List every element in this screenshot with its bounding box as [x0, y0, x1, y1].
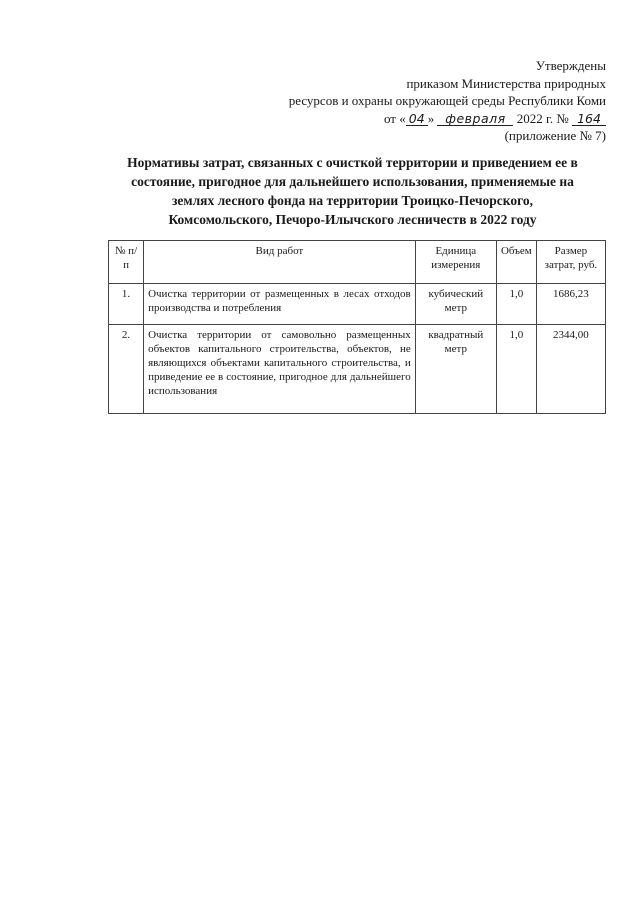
- table-header-row: [109, 241, 606, 284]
- date-year: 2022 г. №: [516, 110, 569, 126]
- date-prefix: от «: [383, 110, 406, 126]
- row-cost: 1686,23: [536, 284, 605, 325]
- row-num: 1.: [109, 284, 144, 325]
- approval-date-line: [206, 110, 606, 128]
- approval-line-1: Утверждены: [535, 58, 606, 73]
- header-cost: Размер затрат, руб.: [536, 241, 605, 284]
- approval-line-3: ресурсов и охраны окружающей среды Республики Коми: [288, 93, 606, 108]
- table-row: [109, 325, 606, 414]
- row-work: Очистка территории от самовольно размещенных объектов капитального строительства, объектов, не являющихся объектами капитального строительства, и приведение ее в состояние, пригодное для дальнейшего использования: [144, 325, 416, 414]
- approval-line-2: приказом Министерства природных: [406, 75, 606, 91]
- row-volume: 1,0: [496, 284, 536, 325]
- row-cost: 2344,00: [536, 325, 605, 414]
- row-volume: 1,0: [496, 325, 536, 414]
- header-work: Вид работ: [144, 241, 416, 284]
- row-unit: кубический метр: [415, 284, 496, 325]
- title-line-4: Комсомольского, Печоро-Илычского лесничеств в 2022 году: [168, 212, 537, 227]
- approval-block: [206, 57, 606, 145]
- document-title: [100, 153, 605, 229]
- title-line-1: Нормативы затрат, связанных с очисткой территории и приведением ее в: [127, 155, 578, 170]
- norms-table: [108, 240, 606, 414]
- title-line-3: землях лесного фонда на территории Троицко-Печорского,: [171, 193, 533, 208]
- appendix-label: (приложение № 7): [504, 128, 606, 143]
- handwritten-day: 04: [406, 112, 428, 126]
- date-mid: »: [427, 110, 435, 126]
- title-line-2: состояние, пригодное для дальнейшего использования, применяемые на: [131, 174, 574, 189]
- table-row: [109, 284, 606, 325]
- header-unit: Единица измерения: [415, 241, 496, 284]
- header-volume: Объем: [496, 241, 536, 284]
- header-num: № п/п: [109, 241, 144, 284]
- row-work: Очистка территории от размещенных в лесах отходов производства и потребления: [144, 284, 416, 325]
- handwritten-order-number: 164: [572, 112, 606, 126]
- row-unit: квадратный метр: [415, 325, 496, 414]
- handwritten-month: февраля: [437, 112, 513, 126]
- row-num: 2.: [109, 325, 144, 414]
